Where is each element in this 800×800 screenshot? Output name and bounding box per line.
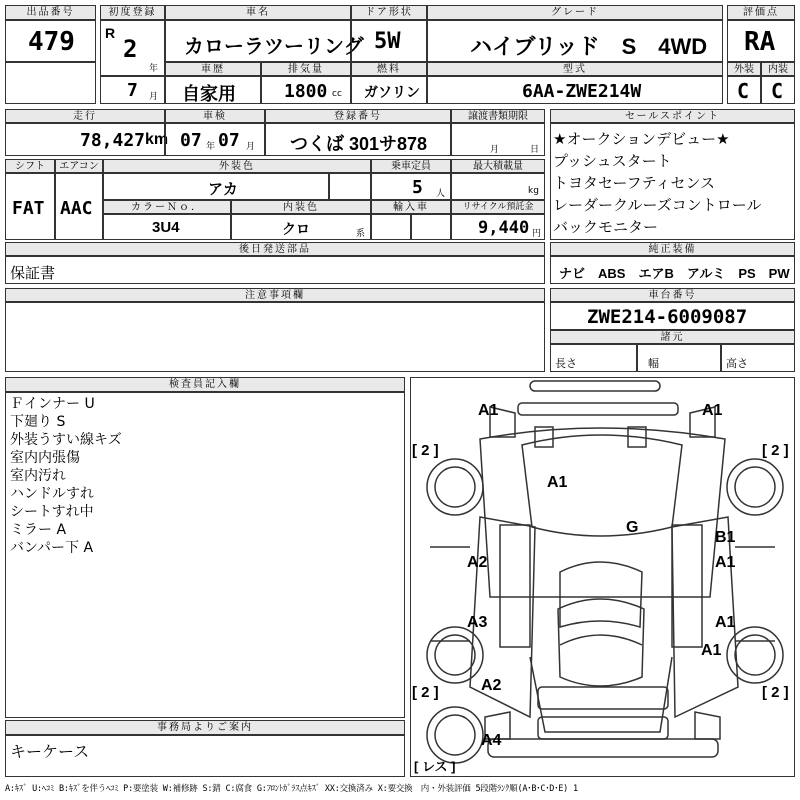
- length-label: 長さ: [555, 357, 577, 370]
- insp-year: 07: [180, 130, 202, 151]
- score: RA: [744, 27, 776, 57]
- tire-depths: [412, 442, 789, 774]
- shift-box: [5, 173, 55, 240]
- month-unit: 月: [149, 92, 159, 102]
- grade-box: [427, 20, 723, 62]
- int-color-label: 内装色: [231, 200, 371, 214]
- lot-blank: [5, 62, 96, 104]
- history-label: 車歴: [165, 62, 261, 76]
- sales-item: バックモニター: [553, 218, 659, 236]
- mark-hood: A1: [547, 474, 568, 491]
- max-load-label: 最大積載量: [451, 159, 545, 173]
- inspector-label: 検査員記入欄: [5, 377, 405, 392]
- sales-item: レーダークルーズコントロール: [553, 196, 762, 214]
- import-box-a: [371, 214, 411, 240]
- plate: つくば 301サ878: [290, 134, 428, 154]
- lot-no-label: 出品番号: [5, 5, 96, 20]
- score-box: [727, 20, 795, 62]
- mark-rear-bumper: A4: [481, 732, 502, 749]
- genuine: ナビ ABS エアB アルミ PS PW: [559, 266, 790, 281]
- tire-depth-rear-right: [ 2 ]: [762, 684, 789, 701]
- inspector-item: シートすれ中: [10, 504, 94, 520]
- mark-left-rear-quarter: A2: [481, 677, 502, 694]
- transfer-day-unit: 日: [530, 145, 540, 155]
- interior-box: [761, 76, 795, 104]
- exterior-grade: C: [737, 79, 750, 103]
- inspector-item: 室内汚れ: [10, 468, 66, 484]
- color-no-box: [103, 214, 231, 240]
- inspection-box: [165, 123, 265, 156]
- first-reg-month: 7: [127, 80, 138, 101]
- history: 自家用: [182, 84, 236, 104]
- sales-label: セールスポイント: [550, 109, 795, 123]
- tire-depth-front-right: [ 2 ]: [762, 442, 789, 459]
- year-unit: 年: [149, 64, 159, 74]
- model: 6AA-ZWE214W: [522, 81, 642, 102]
- chassis: ZWE214-6009087: [587, 306, 748, 328]
- sales-item: ★オークションデビュー★: [553, 130, 730, 148]
- inspection-label: 車検: [165, 109, 265, 123]
- first-reg-year: 2: [123, 35, 138, 63]
- sales-item: トヨタセーフティセンス: [553, 174, 716, 192]
- score-label: 評価点: [727, 5, 795, 20]
- height-box: [721, 344, 795, 372]
- capacity-label: 乗車定員: [371, 159, 451, 173]
- capacity-box: [371, 173, 451, 200]
- door-label: ドア形状: [351, 5, 427, 20]
- plate-box: [265, 123, 451, 156]
- office-box: [5, 735, 405, 777]
- first-reg-year-box: [100, 20, 165, 76]
- recycle: 9,440: [478, 218, 530, 238]
- length-box: [550, 344, 637, 372]
- genuine-label: 純正装備: [550, 242, 795, 256]
- sales-item: プッシュスタート: [553, 152, 672, 170]
- mark-left-front-door: A2: [467, 554, 488, 571]
- later-parts-box: [5, 256, 545, 284]
- later-parts-label: 後日発送部品: [5, 242, 545, 256]
- int-color-box: [231, 214, 371, 240]
- era: R: [105, 25, 116, 41]
- inspector-item: 室内内張傷: [10, 450, 80, 466]
- import-label: 輸入車: [371, 200, 451, 214]
- inspector-item: バンパー下 A: [10, 540, 94, 556]
- transfer-label: 譲渡書類期限: [451, 109, 545, 123]
- notes-box: [5, 302, 545, 372]
- inspector-item: 外装うすい線キズ: [10, 432, 122, 448]
- plate-label: 登録番号: [265, 109, 451, 123]
- model-box: [427, 76, 723, 104]
- int-color-unit: 系: [356, 229, 366, 239]
- door-box: [351, 20, 427, 62]
- max-load-box: [451, 173, 545, 200]
- inspector-item: ミラー A: [10, 522, 67, 538]
- import-box-b: [411, 214, 451, 240]
- fuel-label: 燃料: [351, 62, 427, 76]
- insp-month: 07: [218, 130, 240, 151]
- interior-grade: C: [771, 79, 784, 103]
- specs-label: 諸元: [550, 330, 795, 344]
- mark-windshield: G: [626, 519, 639, 536]
- displacement-unit: cc: [332, 89, 342, 99]
- tire-depth-rear-left: [ 2 ]: [412, 684, 439, 701]
- inspector-box: [5, 392, 405, 718]
- mileage-label: 走行: [5, 109, 165, 123]
- car-name-label: 車名: [165, 5, 351, 20]
- color-no: 3U4: [152, 219, 180, 236]
- mark-right-front-door: A1: [715, 554, 736, 571]
- ext-color-box: [103, 173, 329, 200]
- chassis-box: [550, 302, 795, 330]
- ac-label: エアコン: [55, 159, 103, 173]
- notes-label: 注意事項欄: [5, 288, 545, 302]
- max-load-unit: kg: [528, 186, 539, 196]
- int-color: クロ: [282, 221, 310, 237]
- lot-no-box: [5, 20, 96, 62]
- recycle-label: リサイクル預託金: [451, 200, 545, 214]
- car-diagram: [410, 377, 795, 777]
- first-reg-month-box: [100, 76, 165, 104]
- chassis-label: 車台番号: [550, 288, 795, 302]
- ac: AAC: [60, 198, 93, 219]
- recycle-box: [451, 214, 545, 240]
- first-reg-label: 初度登録: [100, 5, 165, 20]
- lot-no: 479: [28, 27, 75, 57]
- mileage-unit: km: [145, 131, 169, 148]
- shift: FAT: [12, 198, 45, 219]
- door: 5W: [374, 29, 401, 54]
- car-name: カローラツーリング: [184, 36, 364, 58]
- capacity: 5: [412, 177, 423, 198]
- car-name-box: [165, 20, 364, 62]
- fuel-box: [351, 76, 427, 104]
- displacement: 1800: [284, 81, 328, 102]
- mark-front-right: A1: [702, 402, 723, 419]
- ext-color-extra: [329, 173, 371, 200]
- history-box: [165, 76, 261, 104]
- transfer-month-unit: 月: [490, 145, 500, 155]
- office-note: キーケース: [10, 742, 90, 761]
- sales-box: [550, 123, 795, 240]
- genuine-box: [550, 256, 795, 284]
- inspector-item: Ｆインナー U: [10, 396, 95, 412]
- tire-spare-status: [ レス ]: [414, 759, 456, 774]
- insp-year-unit: 年: [206, 142, 216, 152]
- interior-label: 内装: [761, 62, 795, 76]
- capacity-unit: 人: [436, 189, 446, 199]
- exterior-label: 外装: [727, 62, 761, 76]
- inspector-item: ハンドルすれ: [10, 486, 94, 502]
- mark-right-rear-quarter: A1: [701, 642, 722, 659]
- shift-label: シフト: [5, 159, 55, 173]
- mark-front-left: A1: [478, 402, 499, 419]
- recycle-unit: 円: [532, 229, 542, 239]
- grade-label: グレード: [427, 5, 723, 20]
- grade: ハイブリッド S 4WD: [470, 34, 708, 59]
- mark-right-rear-door: A1: [715, 614, 736, 631]
- inspector-item: 下廻り S: [10, 414, 66, 430]
- fuel: ガソリン: [364, 84, 420, 100]
- height-label: 高さ: [726, 357, 748, 370]
- mark-right-fender: B1: [715, 529, 736, 546]
- tire-depth-front-left: [ 2 ]: [412, 442, 439, 459]
- ac-box: [55, 173, 103, 240]
- mileage-box: [5, 123, 169, 156]
- model-label: 型式: [427, 62, 723, 76]
- displacement-box: [261, 76, 351, 104]
- displacement-label: 排気量: [261, 62, 351, 76]
- width-label: 幅: [648, 357, 659, 370]
- ext-color: アカ: [208, 181, 238, 198]
- mark-left-rear-door: A3: [467, 614, 488, 631]
- damage-marks: [467, 402, 736, 749]
- office-label: 事務局よりご案内: [5, 720, 405, 735]
- transfer-box: [451, 123, 545, 156]
- legend: A:ｷｽﾞ U:ﾍｺﾐ B:ｷｽﾞを伴うﾍｺﾐ P:要塗装 W:補修跡 S:錆 C:腐食 G:ﾌﾛﾝﾄｶﾞﾗｽ点ｷｽﾞ XX:交換済み X:要交換 内・外装評価 5段階ﾗﾝｸ順(A･B･C･D･E) 1: [5, 784, 578, 794]
- color-no-label: カラーＮｏ．: [103, 200, 231, 214]
- width-box: [637, 344, 721, 372]
- later-parts: 保証書: [10, 264, 56, 282]
- insp-month-unit: 月: [246, 142, 256, 152]
- mileage: 78,427: [80, 130, 146, 151]
- exterior-box: [727, 76, 761, 104]
- ext-color-label: 外装色: [103, 159, 371, 173]
